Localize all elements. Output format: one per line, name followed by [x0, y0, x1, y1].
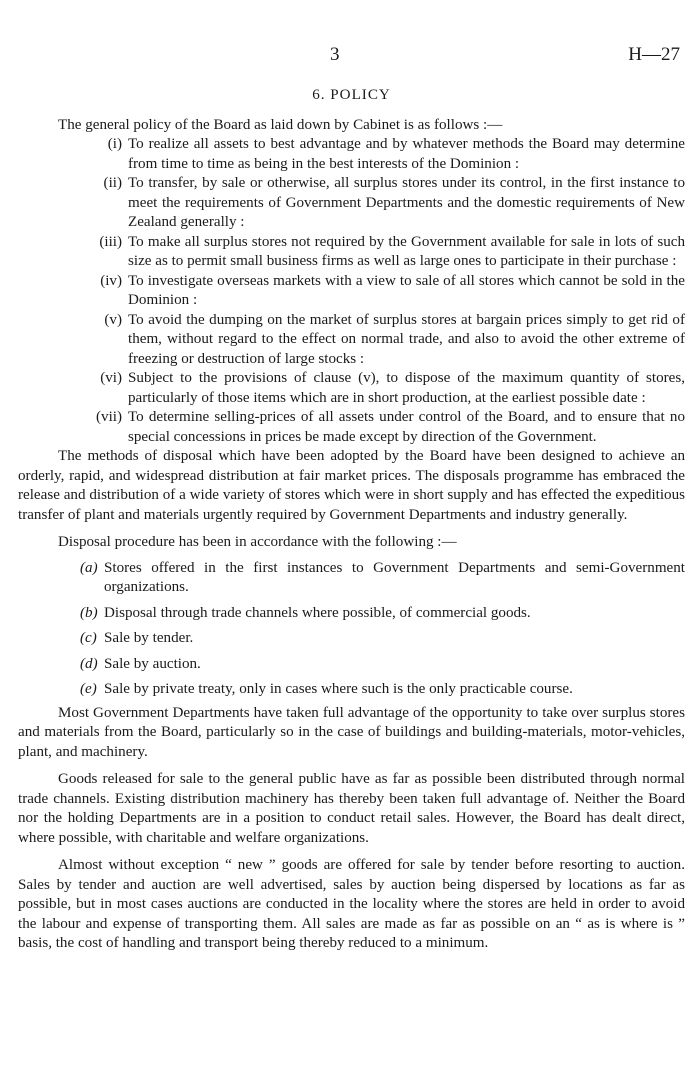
procedure-item-letter: (d): [80, 655, 98, 672]
policy-item: [18, 135, 685, 174]
procedure-item-letter: (b): [80, 604, 98, 621]
policy-item-number: (i): [107, 136, 122, 152]
procedure-item-text: Sale by private treaty, only in cases where such is the only practicable course.: [104, 681, 573, 697]
policy-intro: The general policy of the Board as laid down by Cabinet is as follows :—: [58, 116, 503, 133]
procedure-item: [18, 559, 685, 598]
procedure-item-letter: (c): [80, 630, 97, 646]
policy-item-text: To investigate overseas markets with a view to sale of all stores which cannot be sold in the Dominion :: [128, 272, 685, 308]
body-paragraph: Most Government Departments have taken full advantage of the opportunity to take over surplus stores and materials from the Board, particularly so in the case of buildings and building-materials, motor-vehicles, plant, and machinery.: [18, 704, 685, 760]
procedure-item-letter: (a): [80, 559, 98, 576]
page-body: [18, 86, 685, 954]
page-header: [0, 45, 700, 69]
policy-item: [18, 174, 685, 233]
policy-item-text: To transfer, by sale or otherwise, all surplus stores under its control, in the first instance to meet the requirements of Government Departments and the domestic requirements of New Zealand generally :: [128, 175, 685, 230]
policy-item: [18, 408, 685, 447]
procedure-item: [18, 680, 685, 700]
policy-item: [18, 311, 685, 370]
policy-item-number: (ii): [103, 175, 122, 191]
procedure-item: [18, 655, 685, 675]
procedure-item-text: Disposal through trade channels where possible, of commercial goods.: [104, 604, 531, 621]
policy-list: [18, 135, 685, 447]
policy-item-text: To realize all assets to best advantage and by whatever methods the Board may determine from time to time as being in the best interests of the Dominion :: [128, 136, 685, 172]
section-heading: 6. POLICY: [312, 87, 391, 103]
policy-item-text: Subject to the provisions of clause (v), to dispose of the maximum quantity of stores, particularly of those items which are in short production, at the earliest possible date :: [128, 370, 685, 406]
policy-item-number: (iii): [99, 233, 122, 250]
policy-item: [18, 272, 685, 311]
policy-item-text: To make all surplus stores not required by the Government available for sale in lots of such size as to permit small business firms as well as large ones to participate in their purchase :: [128, 233, 685, 269]
policy-item-text: To avoid the dumping on the market of surplus stores at bargain prices simply to get rid of them, without regard to the effect on normal trade, and also to avoid the other extreme of freezing or destruction of large stocks :: [128, 311, 685, 367]
policy-item: [18, 369, 685, 408]
procedure-item: [18, 629, 685, 649]
body-paragraph: Goods released for sale to the general public have as far as possible been distributed through normal trade channels. Existing distribution machinery has thereby been taken full advantage of. Neither the Board nor the holding Departments are in a position to conduct retail sales. However, the Board has dealt direct, where possible, with charitable and welfare organizations.: [18, 771, 685, 846]
procedure-item-text: Sale by tender.: [104, 630, 194, 646]
page-number: 3: [330, 44, 340, 65]
document-reference: H—27: [628, 44, 680, 65]
procedure-item: [18, 604, 685, 624]
policy-item-text: To determine selling-prices of all assets under control of the Board, and to ensure that no special concessions in prices be made except by direction of the Government.: [128, 409, 685, 445]
procedure-item-text: Stores offered in the first instances to Government Departments and semi-Government organizations.: [104, 559, 685, 595]
policy-item-number: (iv): [100, 272, 122, 289]
methods-paragraph: The methods of disposal which have been adopted by the Board have been designed to achieve an orderly, rapid, and widespread distribution at fair market prices. The disposals programme has embraced the release and distribution of a wide variety of stores which were in short supply and has effected the expeditious transfer of plant and materials urgently required by Government Departments and industry generally.: [18, 448, 685, 523]
body-paragraph: Almost without exception “ new ” goods are offered for sale by tender before resorting to auction. Sales by tender and auction are well advertised, sales by auction being dispersed by locations as far as possible, but in most cases auctions are conducted in the locality where the stores are held in order to avoid the labour and expense of transporting them. All sales are made as far as possible on an “ as is where is ” basis, the cost of handling and transport being thereby reduced to a minimum.: [18, 857, 685, 951]
procedure-intro: Disposal procedure has been in accordance with the following :—: [58, 534, 457, 550]
policy-item-number: (v): [104, 311, 122, 328]
policy-item: [18, 233, 685, 272]
policy-item-number: (vi): [100, 370, 122, 386]
policy-item-number: (vii): [96, 409, 122, 425]
procedure-item-text: Sale by auction.: [104, 655, 201, 672]
procedure-list: [18, 559, 685, 700]
procedure-item-letter: (e): [80, 681, 97, 697]
